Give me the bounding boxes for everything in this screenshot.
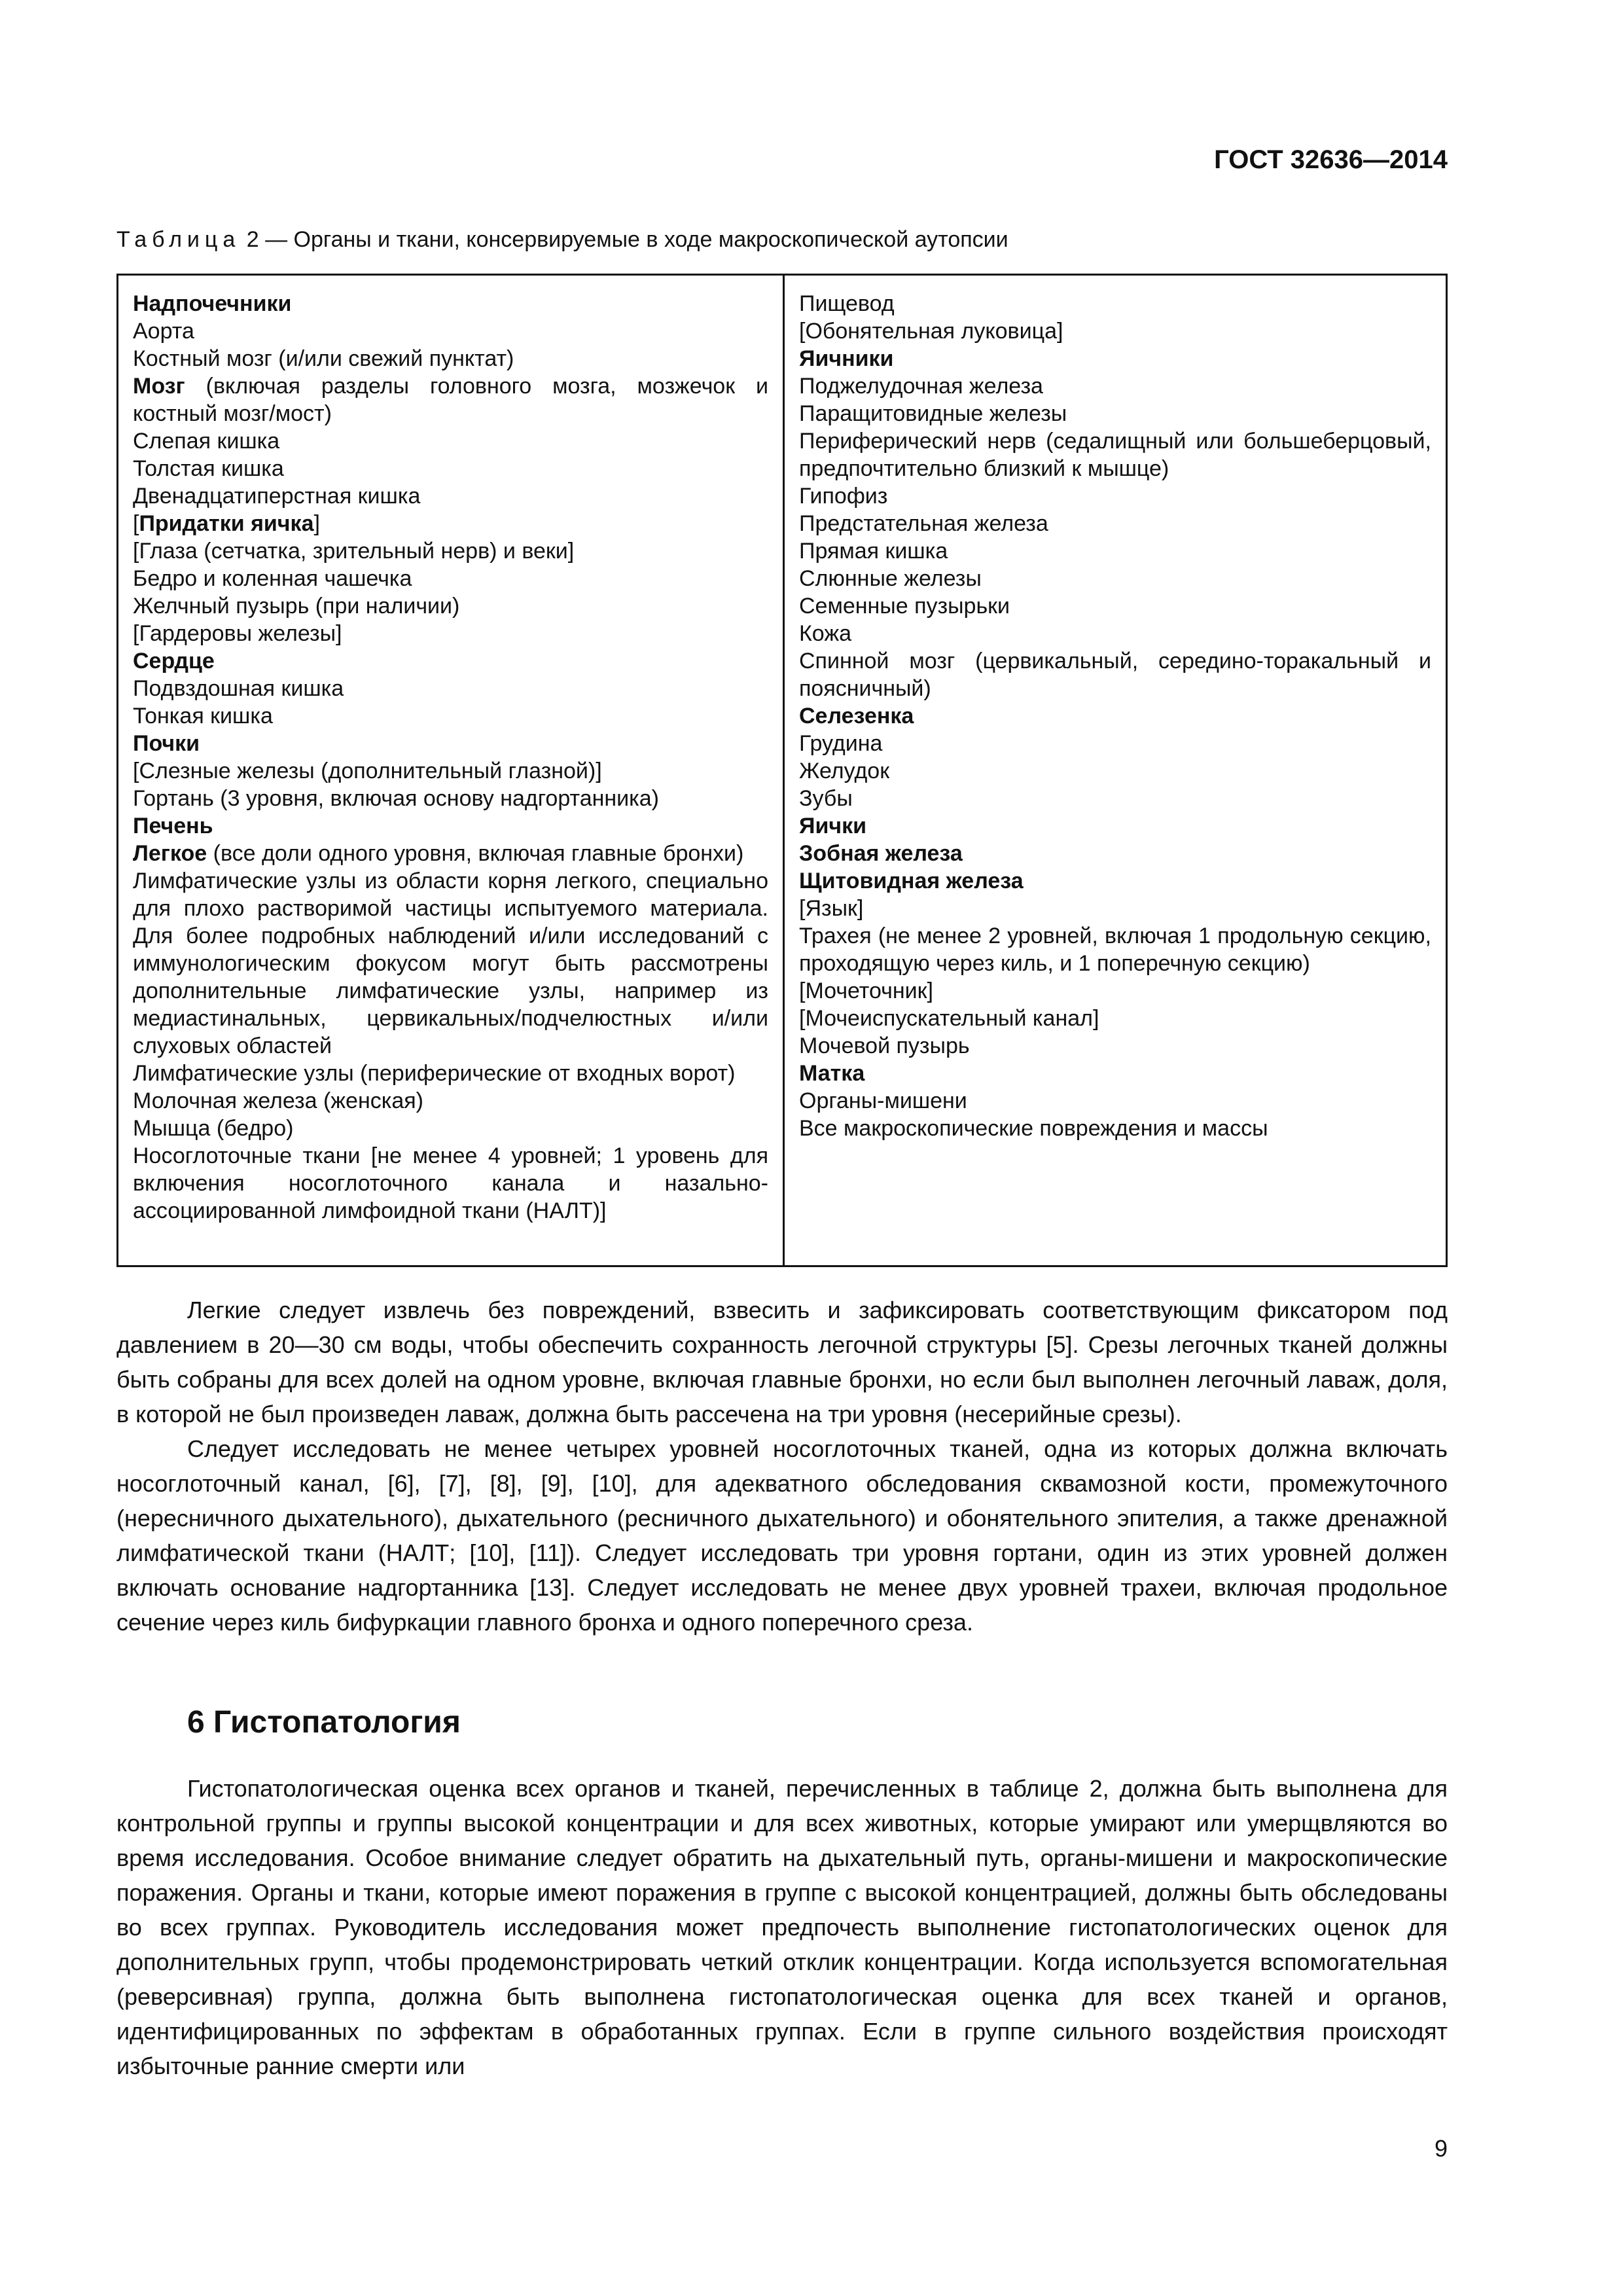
table-caption-text: 2 — Органы и ткани, консервируемые в ходе макроскопической аутопсии bbox=[240, 227, 1008, 252]
organs-table bbox=[116, 274, 1448, 1267]
organs-table-left-column bbox=[118, 276, 785, 1265]
table-cell-entry: Яичники bbox=[799, 346, 894, 371]
paragraph-nasopharynx: Следует исследовать не менее четырех уровней носоглоточных тканей, одна из которых должна включать носоглоточный канал, [6], [7], [8], [9], [10], для адекватного обследования сквамозной кости, промежуточного (нересничного дыхательного), дыхательного (ресничного дыхательного) и обонятельного эпителия, а также дренажной лимфатической ткани (НАЛТ; [10], [11]). Следует исследовать три уровня гортани, один из этих уровней должен включать основание надгортанника [13]. Следует исследовать не менее двух уровней трахеи, включая продольное сечение через киль бифуркации главного бронха и одного поперечного среза. bbox=[116, 1435, 1448, 1636]
table-cell-entry: Кожа bbox=[799, 621, 851, 646]
entry-organ-name: Мозг bbox=[133, 374, 185, 399]
table-cell-entry: [Глаза (сетчатка, зрительный нерв) и веки] bbox=[133, 539, 575, 564]
table-cell-entry: Слюнные железы bbox=[799, 566, 982, 591]
table-cell-entry bbox=[133, 510, 768, 537]
table-cell-entry: Толстая кишка bbox=[133, 456, 284, 481]
table-cell-entry: Грудина bbox=[799, 731, 883, 756]
table-caption-label: Таблица bbox=[116, 227, 241, 252]
table-cell-entry: Селезенка bbox=[799, 704, 914, 728]
table-cell-entry: Подвздошная кишка bbox=[133, 676, 344, 701]
section-title-histopathology: 6 Гистопатология bbox=[187, 1705, 461, 1740]
table-cell-entry: Слепая кишка bbox=[133, 429, 280, 454]
entry-detail: (включая разделы головного мозга, мозжечок и костный мозг/мост) bbox=[133, 374, 768, 426]
table-cell-entry: Яички bbox=[799, 814, 866, 838]
entry-detail: (все доли одного уровня, включая главные бронхи) bbox=[207, 841, 744, 866]
table-cell-entry: Желчный пузырь (при наличии) bbox=[133, 594, 460, 619]
table-cell-entry: Лимфатические узлы (периферические от входных ворот) bbox=[133, 1061, 736, 1086]
entry-organ-name: Придатки яичка bbox=[139, 511, 314, 536]
table-cell-entry: Надпочечники bbox=[133, 291, 292, 316]
table-caption bbox=[116, 227, 1008, 253]
table-cell-entry: Молочная железа (женская) bbox=[133, 1088, 423, 1113]
table-cell-entry: Бедро и коленная чашечка bbox=[133, 566, 412, 591]
document-header-standard: ГОСТ 32636—2014 bbox=[1214, 145, 1448, 174]
table-cell-entry bbox=[133, 840, 768, 867]
table-cell-entry: Сердце bbox=[133, 649, 215, 673]
table-cell-entry: [Слезные железы (дополнительный глазной)] bbox=[133, 759, 602, 783]
table-cell-entry: Зобная железа bbox=[799, 841, 963, 866]
table-cell-entry bbox=[133, 372, 768, 427]
table-cell-entry: [Мочеточник] bbox=[799, 978, 933, 1003]
table-cell-entry: Органы-мишени bbox=[799, 1088, 967, 1113]
body-text-lungs bbox=[116, 1293, 1448, 1640]
table-cell-entry: [Обонятельная луковица] bbox=[799, 319, 1063, 344]
table-cell-entry: Мышца (бедро) bbox=[133, 1116, 294, 1141]
table-cell-entry: Прямая кишка bbox=[799, 539, 948, 564]
table-cell-entry: [Язык] bbox=[799, 896, 864, 921]
table-cell-entry: Гипофиз bbox=[799, 484, 888, 509]
table-cell-entry: Спинной мозг (цервикальный, середино-торакальный и поясничный) bbox=[799, 649, 1431, 701]
table-cell-entry: Все макроскопические повреждения и массы bbox=[799, 1116, 1268, 1141]
table-cell-entry: Щитовидная железа bbox=[799, 869, 1024, 893]
entry-detail: ] bbox=[313, 511, 320, 536]
table-cell-entry: Предстательная железа bbox=[799, 511, 1048, 536]
table-cell-entry: Матка bbox=[799, 1061, 865, 1086]
table-cell-entry: Пищевод bbox=[799, 291, 895, 316]
table-cell-entry: Лимфатические узлы из области корня легкого, специально для плохо растворимой частицы испытуемого материала. Для более подробных наблюдений и/или исследований с иммунологическим фокусом могут быть рассмотрены дополнительные лимфатические узлы, например из медиастинальных, цервикальных/подчелюстных и/или слуховых областей bbox=[133, 869, 768, 1058]
table-cell-entry: Гортань (3 уровня, включая основу надгортанника) bbox=[133, 786, 659, 811]
entry-organ-name: Легкое bbox=[133, 841, 207, 866]
table-cell-entry: Почки bbox=[133, 731, 200, 756]
table-cell-entry: Костный мозг (и/или свежий пунктат) bbox=[133, 346, 514, 371]
table-cell-entry: Аорта bbox=[133, 319, 194, 344]
body-text-histopathology bbox=[116, 1771, 1448, 2083]
table-cell-entry: [Мочеиспускательный канал] bbox=[799, 1006, 1099, 1031]
table-cell-entry: Паращитовидные железы bbox=[799, 401, 1067, 426]
table-cell-entry: Мочевой пузырь bbox=[799, 1033, 970, 1058]
organs-table-right-column bbox=[785, 276, 1446, 1265]
table-cell-entry: Периферический нерв (седалищный или большеберцовый, предпочтительно близкий к мышце) bbox=[799, 429, 1431, 481]
entry-prefix: [ bbox=[133, 511, 139, 536]
page-number: 9 bbox=[1434, 2135, 1448, 2162]
table-cell-entry: Трахея (не менее 2 уровней, включая 1 продольную секцию, проходящую через киль, и 1 поперечную секцию) bbox=[799, 924, 1431, 976]
table-cell-entry: Носоглоточные ткани [не менее 4 уровней; 1 уровень для включения носоглоточного канала и назально-ассоциированной лимфоидной ткани (НАЛТ)] bbox=[133, 1143, 768, 1223]
table-cell-entry: Поджелудочная железа bbox=[799, 374, 1043, 399]
table-cell-entry: Зубы bbox=[799, 786, 853, 811]
table-cell-entry: Тонкая кишка bbox=[133, 704, 273, 728]
table-cell-entry: Печень bbox=[133, 814, 213, 838]
table-cell-entry: Семенные пузырьки bbox=[799, 594, 1010, 619]
table-cell-entry: [Гардеровы железы] bbox=[133, 621, 342, 646]
table-cell-entry: Желудок bbox=[799, 759, 890, 783]
paragraph-histopathology: Гистопатологическая оценка всех органов и тканей, перечисленных в таблице 2, должна быть выполнена для контрольной группы и группы высокой концентрации и для всех животных, которые умирают или умерщвляются во время исследования. Особое внимание следует обратить на дыхательный путь, органы-мишени и макроскопические поражения. Органы и ткани, которые имеют поражения в группе с высокой концентрацией, должны быть обследованы во всех группах. Руководитель исследования может предпочесть выполнение гистопатологических оценок для дополнительных групп, чтобы продемонстрировать четкий отклик концентрации. Когда используется вспомогательная (реверсивная) группа, должна быть выполнена гистопатологическая оценка для всех тканей и органов, идентифицированных по эффектам в обработанных группах. Если в группе сильного воздействия происходят избыточные ранние смерти или bbox=[116, 1775, 1448, 2079]
table-cell-entry: Двенадцатиперстная кишка bbox=[133, 484, 421, 509]
paragraph-lungs: Легкие следует извлечь без повреждений, взвесить и зафиксировать соответствующим фиксатором под давлением в 20—30 см воды, чтобы обеспечить сохранность легочной структуры [5]. Срезы легочных тканей должны быть собраны для всех долей на одном уровне, включая главные бронхи, но если был выполнен легочный лаваж, доля, в которой не был произведен лаваж, должна быть рассечена на три уровня (несерийные срезы). bbox=[116, 1297, 1448, 1427]
